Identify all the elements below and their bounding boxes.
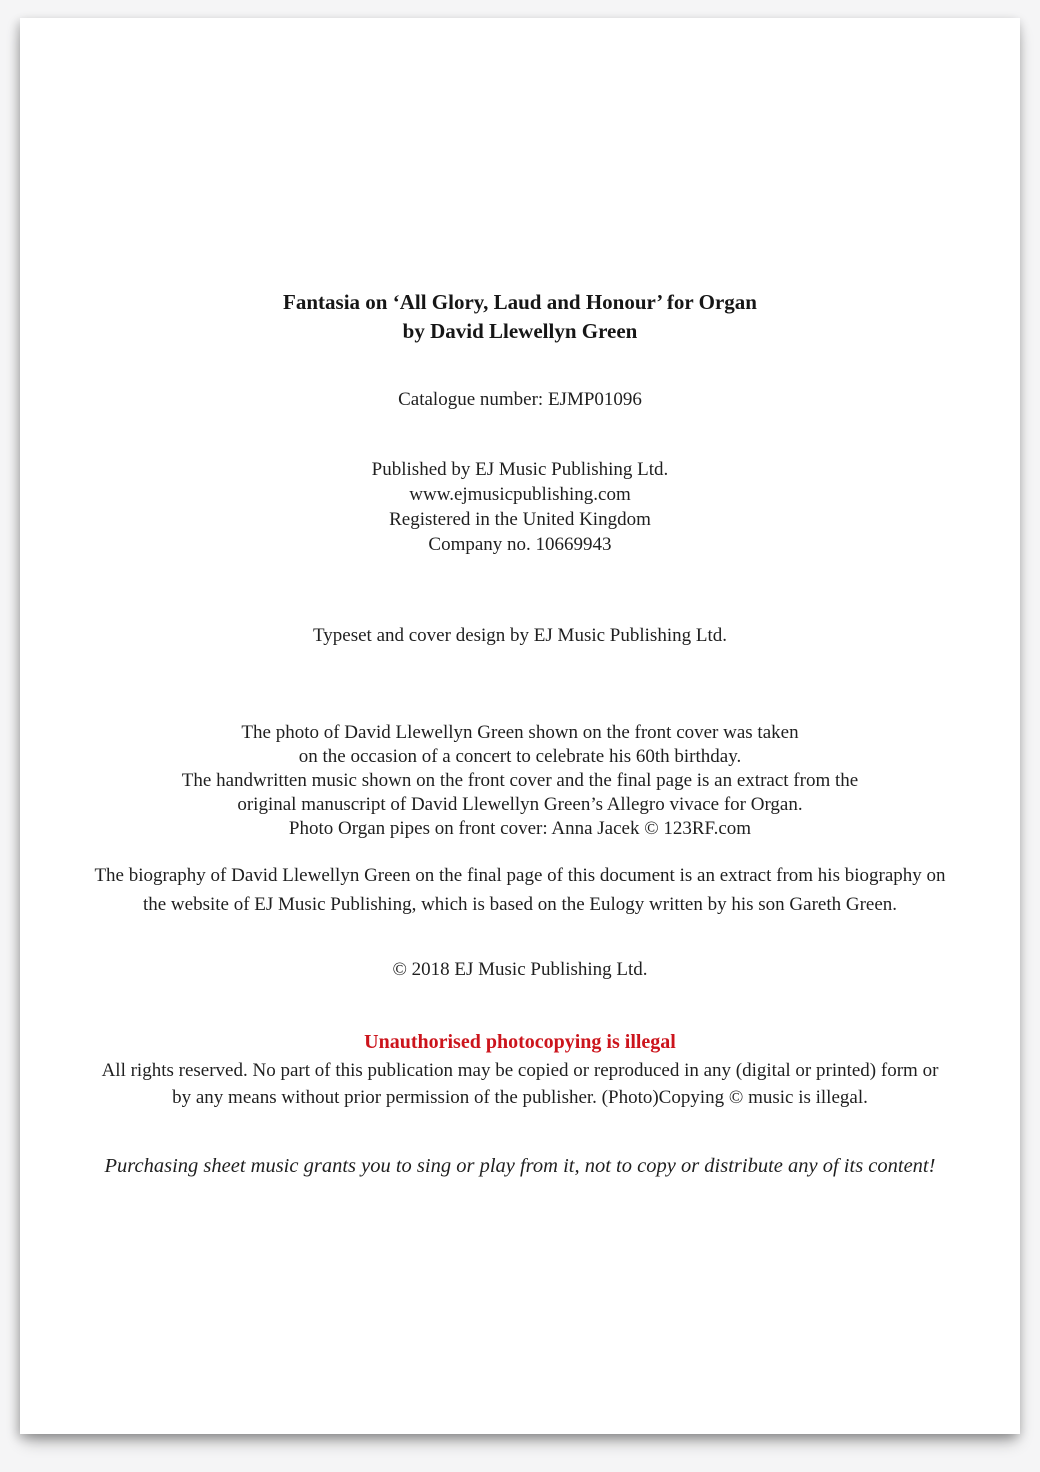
purchase-note: Purchasing sheet music grants you to sing or play from it, not to copy or distribute any of its content! (104, 1155, 936, 1177)
biography-note: The biography of David Llewellyn Green on the final page of this document is an extract from his biography on the website of EJ Music Publishing, which is based on the Eulogy written by his son Gareth Green. (94, 865, 946, 915)
document-page (20, 18, 1020, 1434)
catalogue-number: Catalogue number: EJMP01096 (398, 389, 642, 410)
typeset-credit: Typeset and cover design by EJ Music Publishing Ltd. (313, 625, 727, 646)
photocopying-warning-heading: Unauthorised photocopying is illegal (364, 1031, 676, 1053)
photo-credit-note: The photo of David Llewellyn Green shown on the front cover was taken on the occasion of a concert to celebrate his 60th birthday. The handwritten music shown on the front cover and the final page is an extract from the original manuscript of David Llewellyn Green’s Allegro vivace for Organ. Photo Organ pipes on front cover: Anna Jacek © 123RF.com (181, 722, 859, 839)
rights-reserved-note: All rights reserved. No part of this publication may be copied or reproduced in any (digital or printed) form or by any means without prior permission of the publisher. (Photo)Copying © music is illegal. (101, 1060, 939, 1108)
page-title: Fantasia on ‘All Glory, Laud and Honour’ for Organ by David Llewellyn Green (283, 290, 757, 343)
copyright-line: © 2018 EJ Music Publishing Ltd. (392, 959, 648, 980)
publisher-info: Published by EJ Music Publishing Ltd. www.ejmusicpublishing.com Registered in the United Kingdom Company no. 10669943 (371, 459, 669, 555)
